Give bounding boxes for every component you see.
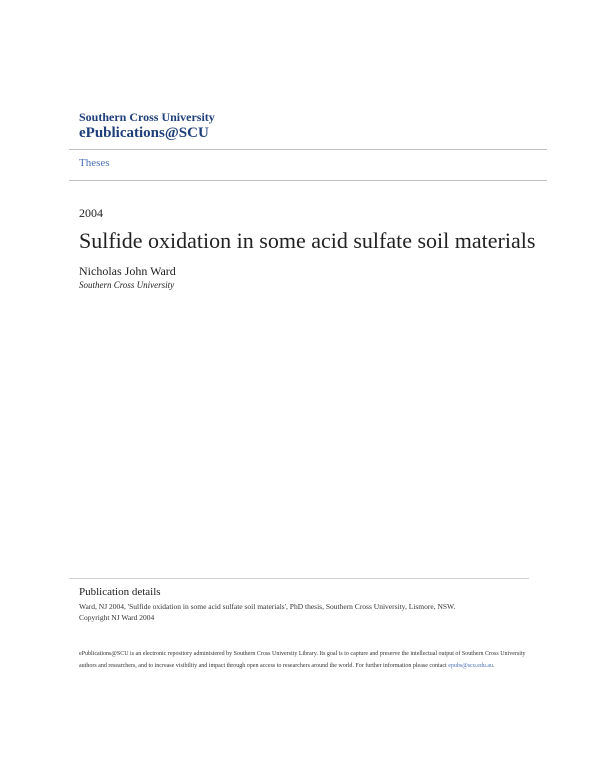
notice-end: . [493,662,495,669]
publication-details-heading: Publication details [79,586,161,598]
collection-link[interactable]: Theses [79,157,110,169]
divider-collection [69,180,547,181]
document-title: Sulfide oxidation in some acid sulfate soil materials [79,228,536,253]
repository-name[interactable]: ePublications@SCU [79,125,209,141]
divider-top [69,149,547,150]
divider-details [69,578,529,579]
institution-name: Southern Cross University [79,110,215,124]
publication-year: 2004 [79,206,103,220]
repository-header [79,110,215,142]
citation-block [79,601,519,623]
notice-text: ePublications@SCU is an electronic repository administered by Southern Cross University Library. Its goal is to capture and preserve the intellectual output of Southern Cross University authors and researchers, and to increase visibility and impact through open access to researchers around the world. For further information please contact [79,651,526,669]
repository-notice [79,649,529,672]
author-affiliation: Southern Cross University [79,280,175,290]
citation-text: Ward, NJ 2004, 'Sulfide oxidation in some acid sulfate soil materials', PhD thesis, Southern Cross University, Lismore, NSW. [79,602,456,611]
copyright-text: Copyright NJ Ward 2004 [79,613,155,622]
contact-email-link[interactable]: epubs@scu.edu.au [448,662,494,669]
author-name[interactable]: Nicholas John Ward [79,264,176,278]
